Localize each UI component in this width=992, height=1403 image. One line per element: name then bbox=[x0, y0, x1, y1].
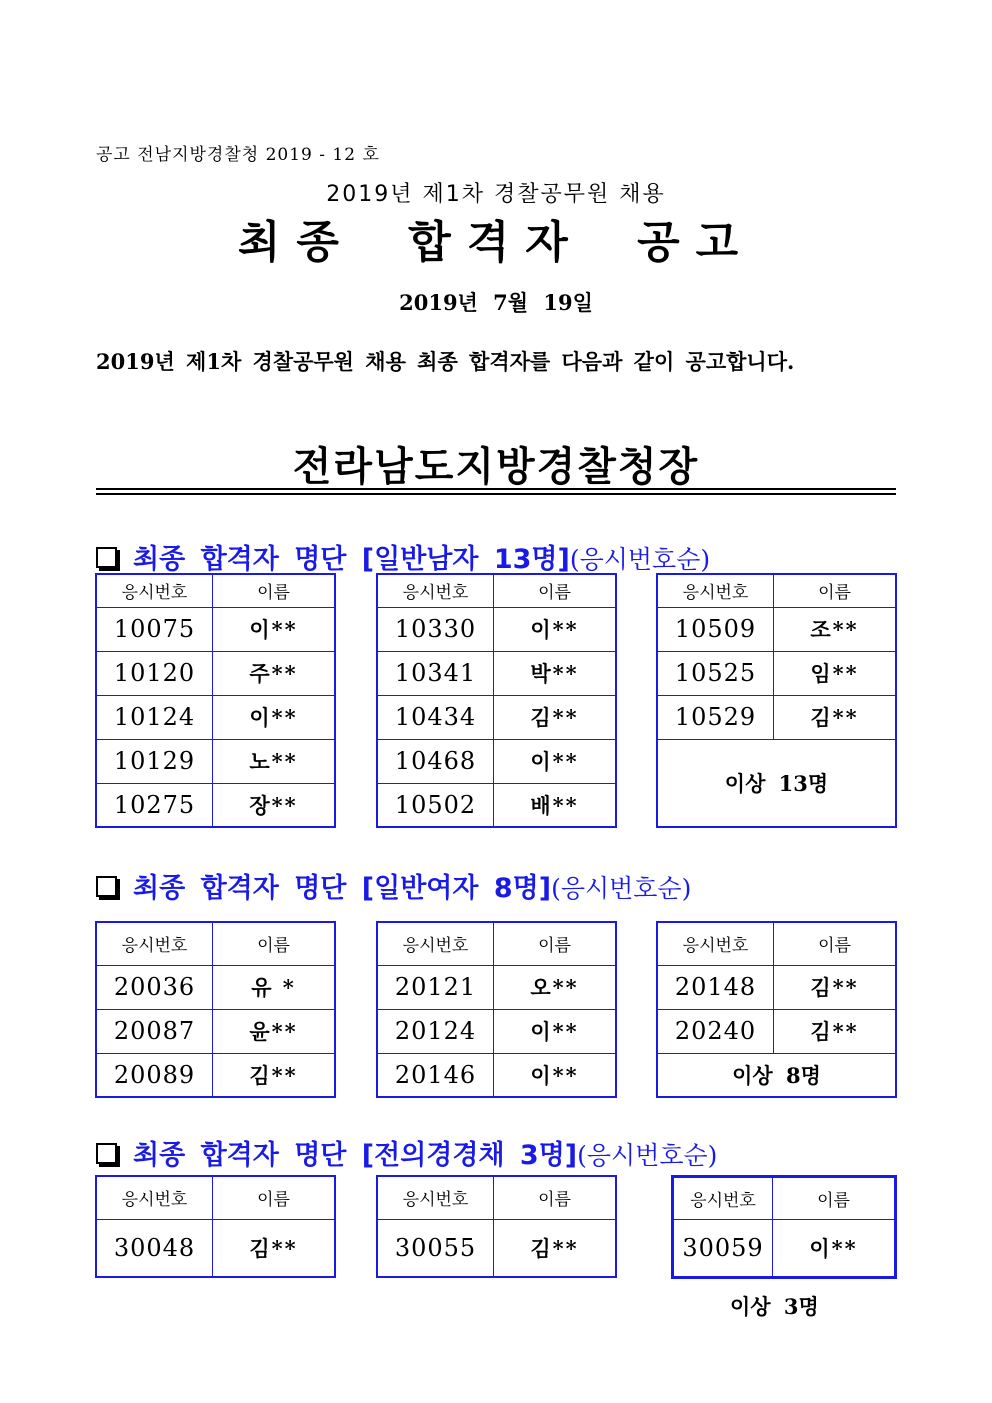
name-cell: 이** bbox=[213, 607, 336, 651]
header-exam-no: 응시번호 bbox=[377, 1176, 494, 1219]
page-title: 최종 합격자 공고 bbox=[237, 217, 755, 268]
exam-no-cell: 10434 bbox=[377, 695, 494, 739]
subtitle: 2019년 제1차 경찰공무원 채용 bbox=[326, 182, 666, 207]
exam-no-cell: 30059 bbox=[673, 1220, 773, 1278]
header-exam-no: 응시번호 bbox=[657, 574, 774, 607]
section-order-note: (응시번호순) bbox=[577, 1141, 718, 1170]
exam-no-cell: 10120 bbox=[96, 651, 213, 695]
name-cell: 오** bbox=[494, 965, 617, 1009]
notice-number: 공고 전남지방경찰청 2019 - 12 호 bbox=[96, 145, 380, 165]
section-title-text: 최종 합격자 명단 [전의경경채 3명] bbox=[133, 1140, 578, 1171]
name-cell: 이** bbox=[773, 1220, 896, 1278]
header-exam-no: 응시번호 bbox=[657, 922, 774, 965]
exam-no-cell: 20036 bbox=[96, 965, 213, 1009]
header-name: 이름 bbox=[213, 1176, 336, 1219]
exam-no-cell: 10330 bbox=[377, 607, 494, 651]
section-title-text: 최종 합격자 명단 [일반여자 8명] bbox=[133, 873, 552, 904]
header-name: 이름 bbox=[774, 922, 897, 965]
result-table-female-1 bbox=[95, 921, 336, 1098]
exam-no-cell: 10525 bbox=[657, 651, 774, 695]
header-exam-no: 응시번호 bbox=[673, 1177, 773, 1220]
exam-no-cell: 30048 bbox=[96, 1219, 213, 1277]
name-cell: 김** bbox=[774, 1009, 897, 1053]
name-cell: 이** bbox=[494, 1053, 617, 1097]
result-table-female-2 bbox=[376, 921, 617, 1098]
result-table-female-3 bbox=[656, 921, 897, 1098]
checkbox-square-icon bbox=[96, 547, 117, 568]
exam-no-cell: 20087 bbox=[96, 1009, 213, 1053]
result-table-conscript-1 bbox=[95, 1175, 336, 1278]
header-exam-no: 응시번호 bbox=[377, 922, 494, 965]
header-exam-no: 응시번호 bbox=[96, 1176, 213, 1219]
exam-no-cell: 20121 bbox=[377, 965, 494, 1009]
name-cell: 주** bbox=[213, 651, 336, 695]
name-cell: 김** bbox=[494, 695, 617, 739]
name-cell: 이** bbox=[494, 1009, 617, 1053]
name-cell: 배** bbox=[494, 783, 617, 827]
exam-no-cell: 10529 bbox=[657, 695, 774, 739]
body-text: 2019년 제1차 경찰공무원 채용 최종 합격자를 다음과 같이 공고합니다. bbox=[96, 349, 795, 374]
exam-no-cell: 10509 bbox=[657, 607, 774, 651]
section-title-conscript bbox=[96, 1133, 717, 1172]
result-table-male-1 bbox=[95, 573, 336, 828]
result-table-male-2 bbox=[376, 573, 617, 828]
exam-no-cell: 10075 bbox=[96, 607, 213, 651]
double-rule-divider bbox=[96, 488, 896, 495]
name-cell: 윤** bbox=[213, 1009, 336, 1053]
section-title-text: 최종 합격자 명단 [일반남자 13명] bbox=[133, 544, 570, 575]
result-table-conscript-3 bbox=[671, 1175, 897, 1279]
header-name: 이름 bbox=[774, 574, 897, 607]
header-exam-no: 응시번호 bbox=[96, 574, 213, 607]
header-name: 이름 bbox=[213, 574, 336, 607]
notice-date: 2019년 7월 19일 bbox=[399, 290, 593, 315]
checkbox-square-icon bbox=[96, 1143, 117, 1164]
exam-no-cell: 20148 bbox=[657, 965, 774, 1009]
header-exam-no: 응시번호 bbox=[96, 922, 213, 965]
section-order-note: (응시번호순) bbox=[569, 545, 711, 574]
name-cell: 김** bbox=[213, 1053, 336, 1097]
name-cell: 김** bbox=[494, 1219, 617, 1277]
name-cell: 노** bbox=[213, 739, 336, 783]
exam-no-cell: 20089 bbox=[96, 1053, 213, 1097]
section-title-male bbox=[96, 537, 710, 576]
name-cell: 김** bbox=[774, 695, 897, 739]
exam-no-cell: 10468 bbox=[377, 739, 494, 783]
name-cell: 이** bbox=[494, 607, 617, 651]
result-table-male-3 bbox=[656, 573, 897, 828]
exam-no-cell: 30055 bbox=[377, 1219, 494, 1277]
name-cell: 이** bbox=[494, 739, 617, 783]
name-cell: 조** bbox=[774, 607, 897, 651]
agency-name: 전라남도지방경찰청장 bbox=[292, 443, 700, 490]
exam-no-cell: 10502 bbox=[377, 783, 494, 827]
name-cell: 장** bbox=[213, 783, 336, 827]
header-name: 이름 bbox=[494, 922, 617, 965]
section-order-note: (응시번호순) bbox=[551, 874, 692, 903]
checkbox-square-icon bbox=[96, 876, 117, 897]
name-cell: 김** bbox=[213, 1219, 336, 1277]
header-exam-no: 응시번호 bbox=[377, 574, 494, 607]
name-cell: 박** bbox=[494, 651, 617, 695]
exam-no-cell: 10275 bbox=[96, 783, 213, 827]
header-name: 이름 bbox=[494, 574, 617, 607]
exam-no-cell: 10129 bbox=[96, 739, 213, 783]
exam-no-cell: 10124 bbox=[96, 695, 213, 739]
name-cell: 임** bbox=[774, 651, 897, 695]
total-count: 이상 3명 bbox=[730, 1294, 819, 1319]
header-name: 이름 bbox=[773, 1177, 896, 1220]
total-count: 이상 8명 bbox=[657, 1053, 896, 1097]
header-name: 이름 bbox=[213, 922, 336, 965]
exam-no-cell: 20240 bbox=[657, 1009, 774, 1053]
section-title-female bbox=[96, 866, 691, 905]
exam-no-cell: 20146 bbox=[377, 1053, 494, 1097]
name-cell: 김** bbox=[774, 965, 897, 1009]
exam-no-cell: 10341 bbox=[377, 651, 494, 695]
name-cell: 유 * bbox=[213, 965, 336, 1009]
result-table-conscript-2 bbox=[376, 1175, 617, 1278]
total-count: 이상 13명 bbox=[657, 739, 896, 827]
exam-no-cell: 20124 bbox=[377, 1009, 494, 1053]
header-name: 이름 bbox=[494, 1176, 617, 1219]
name-cell: 이** bbox=[213, 695, 336, 739]
